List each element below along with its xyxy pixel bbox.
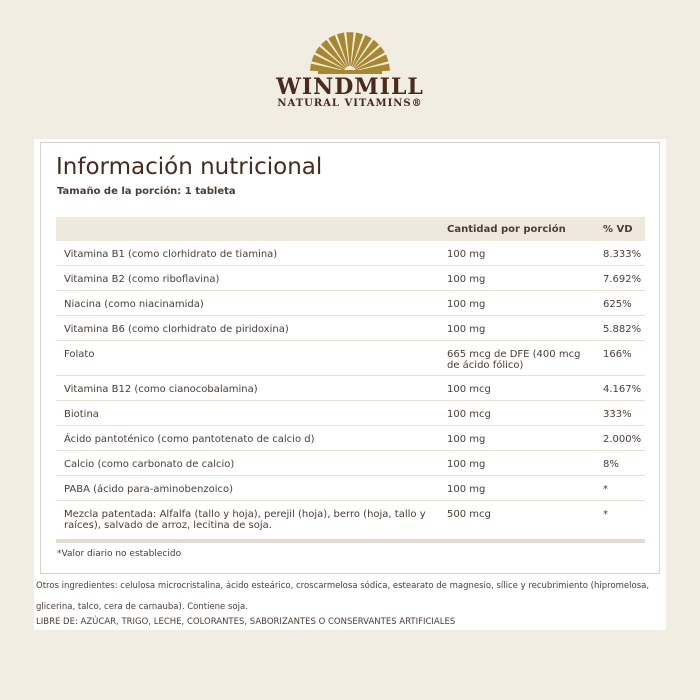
table-row [56, 316, 645, 341]
nutrient-dv: * [603, 509, 608, 520]
brand-subtitle: NATURAL VITAMINS® [277, 98, 423, 109]
nutrient-name: Vitamina B12 (como cianocobalamina) [64, 384, 258, 395]
table-row [56, 426, 645, 451]
nutrient-dv: 5.882% [603, 324, 642, 335]
nutrient-name: Niacina (como niacinamida) [64, 299, 204, 310]
brand-logo [0, 30, 700, 110]
nutrient-amount: 665 mcg de DFE (400 mcg de ácido fólico) [447, 349, 581, 371]
table-bottom-divider [56, 539, 645, 543]
column-header-dv: % VD [603, 224, 633, 235]
nutrient-amount: 100 mg [447, 249, 486, 260]
nutrition-panel [34, 139, 666, 630]
table-row [56, 241, 645, 266]
nutrient-amount: 100 mg [447, 484, 486, 495]
table-row [56, 291, 645, 316]
nutrient-name: Vitamina B1 (como clorhidrato de tiamina) [64, 249, 278, 260]
windmill-sunburst-icon [310, 30, 390, 74]
nutrient-amount: 100 mg [447, 299, 486, 310]
nutrient-dv: * [603, 484, 608, 495]
nutrition-facts-box [40, 142, 660, 574]
nutrient-dv: 333% [603, 409, 632, 420]
nutrient-dv: 166% [603, 349, 632, 360]
nutrient-name: Vitamina B2 (como riboflavina) [64, 274, 220, 285]
table-row [56, 451, 645, 476]
nutrient-name: Vitamina B6 (como clorhidrato de piridoxina) [64, 324, 289, 335]
nutrient-name: Folato [64, 349, 95, 360]
nutrient-amount: 100 mg [447, 459, 486, 470]
nutrient-amount: 500 mcg [447, 509, 491, 520]
nutrient-dv: 8% [603, 459, 619, 470]
nutrient-amount: 100 mg [447, 324, 486, 335]
nutrient-name: Ácido pantoténico (como pantotenato de calcio d) [64, 434, 315, 445]
nutrient-name: Biotina [64, 409, 99, 420]
table-row [56, 266, 645, 291]
table-row [56, 476, 645, 501]
nutrient-dv: 7.692% [603, 274, 642, 285]
footnote: *Valor diario no establecido [57, 549, 182, 559]
nutrient-dv: 4.167% [603, 384, 642, 395]
table-row [56, 501, 645, 534]
table-row [56, 401, 645, 426]
nutrient-name: PABA (ácido para-aminobenzoico) [64, 484, 233, 495]
free-of-statement: LIBRE DE: AZÚCAR, TRIGO, LECHE, COLORANTES, SABORIZANTES O CONSERVANTES ARTIFICIALES [36, 617, 456, 627]
nutrient-dv: 625% [603, 299, 632, 310]
table-row [56, 341, 645, 376]
table-row [56, 376, 645, 401]
column-header-amount: Cantidad por porción [447, 224, 566, 235]
other-ingredients: Otros ingredientes: celulosa microcristalina, ácido esteárico, croscarmelosa sódica, estearato de magnesio, sílice y recubrimiento (hipromelosa, glicerina, talco, cera de carnauba). Contiene soja. [36, 581, 650, 612]
nutrient-amount: 100 mcg [447, 409, 491, 420]
nutrient-dv: 8.333% [603, 249, 642, 260]
table-header [56, 217, 645, 241]
nutrient-name: Mezcla patentada: Alfalfa (tallo y hoja), perejil (hoja), berro (hoja, tallo y raíces), salvado de arroz, lecitina de soja. [64, 509, 426, 531]
nutrient-dv: 2.000% [603, 434, 642, 445]
nutrient-amount: 100 mg [447, 434, 486, 445]
brand-name: WINDMILL [276, 74, 424, 100]
nutrient-amount: 100 mcg [447, 384, 491, 395]
nutrient-name: Calcio (como carbonato de calcio) [64, 459, 235, 470]
page-title: Información nutricional [56, 154, 323, 180]
serving-size: Tamaño de la porción: 1 tableta [57, 186, 236, 197]
nutrient-table [56, 241, 645, 534]
nutrient-amount: 100 mg [447, 274, 486, 285]
